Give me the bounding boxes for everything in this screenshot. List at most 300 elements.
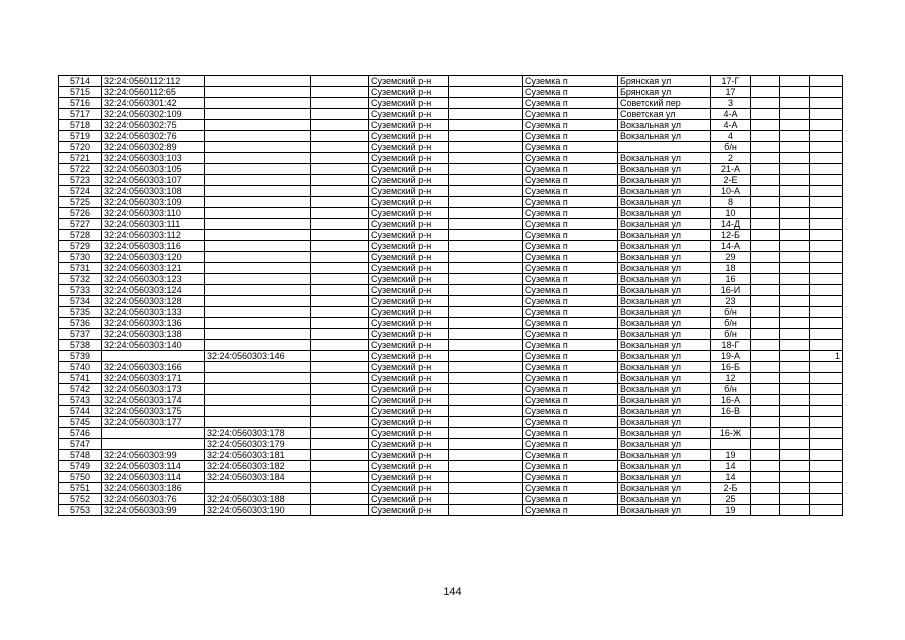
- cell-settlement: Суземка п: [523, 296, 618, 307]
- cell-col-count: [810, 120, 843, 131]
- cell-cadastral-number-alt: 32:24:0560303:146: [205, 351, 311, 362]
- cell-col-blank-2: [449, 439, 523, 450]
- cell-col-blank-3: [751, 340, 780, 351]
- table-row: [59, 109, 843, 120]
- cell-col-blank-1: [311, 307, 369, 318]
- cell-record-number: 5753: [59, 505, 102, 516]
- cell-district: Суземский р-н: [369, 186, 449, 197]
- cell-cadastral-number: 32:24:0560303:109: [102, 197, 205, 208]
- cell-col-count: [810, 406, 843, 417]
- cell-col-blank-1: [311, 340, 369, 351]
- cell-settlement: Суземка п: [523, 384, 618, 395]
- cell-district: Суземский р-н: [369, 285, 449, 296]
- table-row: [59, 120, 843, 131]
- table-row: [59, 384, 843, 395]
- cell-record-number: 5719: [59, 131, 102, 142]
- cell-col-blank-3: [751, 362, 780, 373]
- cell-col-blank-3: [751, 98, 780, 109]
- cell-record-number: 5740: [59, 362, 102, 373]
- cell-record-number: 5748: [59, 450, 102, 461]
- cell-col-blank-4: [780, 340, 810, 351]
- cell-cadastral-number-alt: [205, 285, 311, 296]
- cell-col-blank-4: [780, 329, 810, 340]
- cell-cadastral-number-alt: [205, 175, 311, 186]
- cell-col-blank-2: [449, 98, 523, 109]
- table-row: [59, 296, 843, 307]
- registry-table: [58, 75, 843, 516]
- cell-house-number: 4: [711, 131, 751, 142]
- cell-cadastral-number: 32:24:0560303:124: [102, 285, 205, 296]
- cell-col-blank-4: [780, 307, 810, 318]
- cell-district: Суземский р-н: [369, 472, 449, 483]
- cell-record-number: 5715: [59, 87, 102, 98]
- cell-col-blank-2: [449, 428, 523, 439]
- cell-col-count: [810, 98, 843, 109]
- cell-district: Суземский р-н: [369, 505, 449, 516]
- cell-col-blank-4: [780, 318, 810, 329]
- cell-cadastral-number-alt: 32:24:0560303:181: [205, 450, 311, 461]
- cell-cadastral-number: 32:24:0560303:175: [102, 406, 205, 417]
- cell-house-number: 18-Г: [711, 340, 751, 351]
- cell-col-count: [810, 142, 843, 153]
- table-row: [59, 87, 843, 98]
- cell-street: Вокзальная ул: [618, 307, 711, 318]
- cell-street: Вокзальная ул: [618, 208, 711, 219]
- cell-street: Вокзальная ул: [618, 197, 711, 208]
- cell-street: Вокзальная ул: [618, 362, 711, 373]
- cell-col-count: [810, 439, 843, 450]
- table-row: [59, 395, 843, 406]
- cell-settlement: Суземка п: [523, 186, 618, 197]
- cell-street: Вокзальная ул: [618, 340, 711, 351]
- cell-col-count: [810, 274, 843, 285]
- cell-record-number: 5717: [59, 109, 102, 120]
- cell-col-count: [810, 417, 843, 428]
- cell-street: Вокзальная ул: [618, 230, 711, 241]
- cell-house-number: 2-Е: [711, 175, 751, 186]
- cell-cadastral-number: [102, 351, 205, 362]
- cell-cadastral-number: 32:24:0560303:186: [102, 483, 205, 494]
- cell-cadastral-number: 32:24:0560303:166: [102, 362, 205, 373]
- cell-col-blank-1: [311, 373, 369, 384]
- table-row: [59, 263, 843, 274]
- cell-col-blank-2: [449, 263, 523, 274]
- cell-col-blank-2: [449, 395, 523, 406]
- cell-house-number: б/н: [711, 384, 751, 395]
- cell-house-number: 25: [711, 494, 751, 505]
- cell-house-number: 14: [711, 472, 751, 483]
- cell-col-count: [810, 307, 843, 318]
- cell-district: Суземский р-н: [369, 373, 449, 384]
- cell-col-blank-4: [780, 109, 810, 120]
- cell-cadastral-number-alt: 32:24:0560303:178: [205, 428, 311, 439]
- cell-house-number: 17: [711, 87, 751, 98]
- cell-col-blank-3: [751, 307, 780, 318]
- cell-col-count: [810, 329, 843, 340]
- cell-house-number: 10: [711, 208, 751, 219]
- table-row: [59, 351, 843, 362]
- cell-col-blank-2: [449, 153, 523, 164]
- cell-record-number: 5749: [59, 461, 102, 472]
- cell-col-blank-2: [449, 450, 523, 461]
- cell-cadastral-number: 32:24:0560303:99: [102, 505, 205, 516]
- cell-col-blank-2: [449, 230, 523, 241]
- cell-col-blank-3: [751, 252, 780, 263]
- table-row: [59, 450, 843, 461]
- cell-col-count: [810, 153, 843, 164]
- cell-house-number: 4-А: [711, 109, 751, 120]
- table-row: [59, 230, 843, 241]
- cell-col-blank-2: [449, 219, 523, 230]
- table-body: [59, 76, 843, 516]
- cell-col-blank-3: [751, 351, 780, 362]
- cell-settlement: Суземка п: [523, 109, 618, 120]
- cell-house-number: 19: [711, 505, 751, 516]
- cell-settlement: Суземка п: [523, 274, 618, 285]
- cell-district: Суземский р-н: [369, 142, 449, 153]
- cell-record-number: 5734: [59, 296, 102, 307]
- table-row: [59, 439, 843, 450]
- cell-col-blank-4: [780, 219, 810, 230]
- cell-street: Вокзальная ул: [618, 439, 711, 450]
- cell-street: Вокзальная ул: [618, 318, 711, 329]
- cell-record-number: 5731: [59, 263, 102, 274]
- cell-col-blank-1: [311, 252, 369, 263]
- cell-col-blank-1: [311, 428, 369, 439]
- cell-col-blank-4: [780, 230, 810, 241]
- cell-col-blank-3: [751, 428, 780, 439]
- cell-house-number: 14-А: [711, 241, 751, 252]
- table-row: [59, 164, 843, 175]
- cell-col-blank-1: [311, 296, 369, 307]
- cell-house-number: 4-А: [711, 120, 751, 131]
- cell-col-blank-3: [751, 120, 780, 131]
- cell-record-number: 5747: [59, 439, 102, 450]
- cell-street: Брянская ул: [618, 87, 711, 98]
- cell-cadastral-number: 32:24:0560302:109: [102, 109, 205, 120]
- cell-settlement: Суземка п: [523, 208, 618, 219]
- cell-col-blank-3: [751, 175, 780, 186]
- cell-col-blank-3: [751, 296, 780, 307]
- cell-col-blank-1: [311, 76, 369, 87]
- cell-col-blank-3: [751, 131, 780, 142]
- cell-street: Вокзальная ул: [618, 186, 711, 197]
- cell-settlement: Суземка п: [523, 142, 618, 153]
- cell-col-blank-2: [449, 252, 523, 263]
- table-row: [59, 318, 843, 329]
- cell-house-number: 16-Б: [711, 362, 751, 373]
- cell-settlement: Суземка п: [523, 197, 618, 208]
- cell-street: Вокзальная ул: [618, 296, 711, 307]
- cell-col-blank-4: [780, 483, 810, 494]
- cell-col-blank-1: [311, 98, 369, 109]
- cell-col-count: [810, 395, 843, 406]
- cell-col-count: [810, 197, 843, 208]
- cell-settlement: Суземка п: [523, 472, 618, 483]
- cell-settlement: Суземка п: [523, 439, 618, 450]
- table-row: [59, 428, 843, 439]
- table-row: [59, 285, 843, 296]
- cell-col-blank-4: [780, 373, 810, 384]
- cell-col-blank-3: [751, 274, 780, 285]
- cell-cadastral-number-alt: [205, 362, 311, 373]
- cell-record-number: 5737: [59, 329, 102, 340]
- cell-cadastral-number: 32:24:0560303:128: [102, 296, 205, 307]
- table-row: [59, 241, 843, 252]
- cell-cadastral-number: 32:24:0560303:114: [102, 472, 205, 483]
- cell-col-count: [810, 373, 843, 384]
- cell-house-number: 16-Ж: [711, 428, 751, 439]
- cell-col-blank-2: [449, 384, 523, 395]
- cell-col-blank-2: [449, 318, 523, 329]
- cell-col-count: [810, 296, 843, 307]
- cell-col-blank-3: [751, 329, 780, 340]
- table-row: [59, 340, 843, 351]
- cell-col-count: [810, 230, 843, 241]
- cell-house-number: б/н: [711, 318, 751, 329]
- cell-cadastral-number-alt: [205, 98, 311, 109]
- cell-col-blank-1: [311, 208, 369, 219]
- cell-district: Суземский р-н: [369, 340, 449, 351]
- cell-col-blank-3: [751, 472, 780, 483]
- cell-district: Суземский р-н: [369, 208, 449, 219]
- cell-street: Вокзальная ул: [618, 329, 711, 340]
- table-row: [59, 505, 843, 516]
- cell-cadastral-number-alt: 32:24:0560303:184: [205, 472, 311, 483]
- cell-district: Суземский р-н: [369, 417, 449, 428]
- table-row: [59, 98, 843, 109]
- cell-settlement: Суземка п: [523, 483, 618, 494]
- cell-col-blank-1: [311, 285, 369, 296]
- cell-col-count: [810, 263, 843, 274]
- cell-cadastral-number: 32:24:0560303:173: [102, 384, 205, 395]
- cell-col-count: [810, 450, 843, 461]
- table-row: [59, 417, 843, 428]
- cell-record-number: 5716: [59, 98, 102, 109]
- cell-col-blank-1: [311, 362, 369, 373]
- cell-col-blank-4: [780, 87, 810, 98]
- cell-settlement: Суземка п: [523, 120, 618, 131]
- cell-col-count: [810, 164, 843, 175]
- cell-col-blank-4: [780, 153, 810, 164]
- cell-col-count: [810, 318, 843, 329]
- cell-col-blank-3: [751, 384, 780, 395]
- cell-record-number: 5745: [59, 417, 102, 428]
- cell-record-number: 5722: [59, 164, 102, 175]
- cell-street: Вокзальная ул: [618, 472, 711, 483]
- cell-col-blank-3: [751, 494, 780, 505]
- cell-col-count: [810, 472, 843, 483]
- cell-cadastral-number: 32:24:0560302:75: [102, 120, 205, 131]
- cell-street: Вокзальная ул: [618, 406, 711, 417]
- cell-col-count: [810, 494, 843, 505]
- cell-col-blank-1: [311, 186, 369, 197]
- cell-col-count: [810, 428, 843, 439]
- cell-col-count: [810, 131, 843, 142]
- cell-col-blank-3: [751, 241, 780, 252]
- cell-cadastral-number-alt: [205, 142, 311, 153]
- cell-col-blank-2: [449, 307, 523, 318]
- cell-district: Суземский р-н: [369, 219, 449, 230]
- cell-cadastral-number-alt: [205, 395, 311, 406]
- cell-house-number: 12: [711, 373, 751, 384]
- cell-district: Суземский р-н: [369, 98, 449, 109]
- cell-record-number: 5742: [59, 384, 102, 395]
- cell-col-blank-3: [751, 142, 780, 153]
- cell-col-blank-2: [449, 417, 523, 428]
- cell-house-number: 14-Д: [711, 219, 751, 230]
- cell-street: Вокзальная ул: [618, 175, 711, 186]
- cell-settlement: Суземка п: [523, 153, 618, 164]
- cell-col-blank-1: [311, 494, 369, 505]
- cell-cadastral-number: 32:24:0560303:177: [102, 417, 205, 428]
- cell-district: Суземский р-н: [369, 395, 449, 406]
- cell-cadastral-number-alt: [205, 109, 311, 120]
- cell-record-number: 5721: [59, 153, 102, 164]
- table-row: [59, 329, 843, 340]
- cell-district: Суземский р-н: [369, 252, 449, 263]
- cell-col-count: [810, 109, 843, 120]
- cell-col-blank-3: [751, 417, 780, 428]
- cell-district: Суземский р-н: [369, 351, 449, 362]
- cell-record-number: 5738: [59, 340, 102, 351]
- cell-district: Суземский р-н: [369, 329, 449, 340]
- cell-district: Суземский р-н: [369, 263, 449, 274]
- cell-col-blank-4: [780, 384, 810, 395]
- cell-col-blank-4: [780, 417, 810, 428]
- cell-record-number: 5752: [59, 494, 102, 505]
- cell-house-number: 19-А: [711, 351, 751, 362]
- cell-col-blank-2: [449, 164, 523, 175]
- cell-house-number: [711, 417, 751, 428]
- table-row: [59, 494, 843, 505]
- cell-col-blank-2: [449, 274, 523, 285]
- cell-street: Вокзальная ул: [618, 461, 711, 472]
- cell-col-blank-4: [780, 439, 810, 450]
- table-row: [59, 307, 843, 318]
- cell-house-number: б/н: [711, 329, 751, 340]
- cell-record-number: 5725: [59, 197, 102, 208]
- cell-col-blank-4: [780, 263, 810, 274]
- cell-cadastral-number: 32:24:0560303:121: [102, 263, 205, 274]
- cell-settlement: Суземка п: [523, 494, 618, 505]
- cell-col-blank-4: [780, 296, 810, 307]
- cell-col-blank-1: [311, 131, 369, 142]
- cell-col-blank-4: [780, 428, 810, 439]
- cell-col-count: 1: [810, 351, 843, 362]
- table-row: [59, 483, 843, 494]
- cell-settlement: Суземка п: [523, 230, 618, 241]
- cell-district: Суземский р-н: [369, 175, 449, 186]
- cell-record-number: 5750: [59, 472, 102, 483]
- cell-settlement: Суземка п: [523, 406, 618, 417]
- cell-col-count: [810, 340, 843, 351]
- cell-settlement: Суземка п: [523, 351, 618, 362]
- cell-cadastral-number: 32:24:0560112:112: [102, 76, 205, 87]
- table-row: [59, 76, 843, 87]
- cell-cadastral-number: 32:24:0560303:76: [102, 494, 205, 505]
- cell-cadastral-number-alt: [205, 417, 311, 428]
- cell-record-number: 5718: [59, 120, 102, 131]
- cell-settlement: Суземка п: [523, 76, 618, 87]
- cell-col-blank-1: [311, 505, 369, 516]
- cell-settlement: Суземка п: [523, 175, 618, 186]
- cell-district: Суземский р-н: [369, 384, 449, 395]
- cell-col-blank-1: [311, 175, 369, 186]
- cell-street: Вокзальная ул: [618, 351, 711, 362]
- cell-district: Суземский р-н: [369, 307, 449, 318]
- table-row: [59, 131, 843, 142]
- cell-cadastral-number-alt: [205, 153, 311, 164]
- cell-street: Вокзальная ул: [618, 428, 711, 439]
- cell-street: Вокзальная ул: [618, 384, 711, 395]
- cell-cadastral-number-alt: 32:24:0560303:182: [205, 461, 311, 472]
- cell-district: Суземский р-н: [369, 274, 449, 285]
- cell-col-count: [810, 461, 843, 472]
- cell-district: Суземский р-н: [369, 131, 449, 142]
- cell-cadastral-number: [102, 428, 205, 439]
- cell-district: Суземский р-н: [369, 109, 449, 120]
- cell-district: Суземский р-н: [369, 494, 449, 505]
- cell-house-number: 16-А: [711, 395, 751, 406]
- cell-col-blank-1: [311, 87, 369, 98]
- cell-record-number: 5727: [59, 219, 102, 230]
- cell-cadastral-number: [102, 439, 205, 450]
- cell-house-number: 29: [711, 252, 751, 263]
- table-row: [59, 362, 843, 373]
- cell-col-blank-2: [449, 109, 523, 120]
- table-row: [59, 197, 843, 208]
- cell-col-blank-2: [449, 208, 523, 219]
- cell-house-number: 2: [711, 153, 751, 164]
- cell-cadastral-number-alt: 32:24:0560303:190: [205, 505, 311, 516]
- cell-cadastral-number-alt: [205, 76, 311, 87]
- cell-col-blank-2: [449, 76, 523, 87]
- cell-col-blank-2: [449, 461, 523, 472]
- cell-col-count: [810, 175, 843, 186]
- cell-record-number: 5743: [59, 395, 102, 406]
- cell-col-count: [810, 186, 843, 197]
- cell-street: Вокзальная ул: [618, 263, 711, 274]
- cell-settlement: Суземка п: [523, 318, 618, 329]
- cell-district: Суземский р-н: [369, 428, 449, 439]
- cell-col-blank-4: [780, 285, 810, 296]
- cell-col-count: [810, 505, 843, 516]
- cell-cadastral-number: 32:24:0560303:138: [102, 329, 205, 340]
- cell-cadastral-number-alt: 32:24:0560303:188: [205, 494, 311, 505]
- cell-col-blank-2: [449, 296, 523, 307]
- cell-col-blank-1: [311, 120, 369, 131]
- page-number: 144: [443, 586, 462, 598]
- cell-col-blank-4: [780, 351, 810, 362]
- cell-district: Суземский р-н: [369, 461, 449, 472]
- cell-col-count: [810, 285, 843, 296]
- cell-col-blank-3: [751, 230, 780, 241]
- cell-district: Суземский р-н: [369, 318, 449, 329]
- cell-district: Суземский р-н: [369, 439, 449, 450]
- cell-col-count: [810, 208, 843, 219]
- table-row: [59, 208, 843, 219]
- cell-col-blank-4: [780, 164, 810, 175]
- cell-col-blank-4: [780, 505, 810, 516]
- cell-col-blank-3: [751, 109, 780, 120]
- cell-street: Вокзальная ул: [618, 241, 711, 252]
- cell-cadastral-number-alt: [205, 483, 311, 494]
- cell-col-blank-4: [780, 494, 810, 505]
- cell-district: Суземский р-н: [369, 296, 449, 307]
- cell-cadastral-number-alt: [205, 120, 311, 131]
- cell-settlement: Суземка п: [523, 362, 618, 373]
